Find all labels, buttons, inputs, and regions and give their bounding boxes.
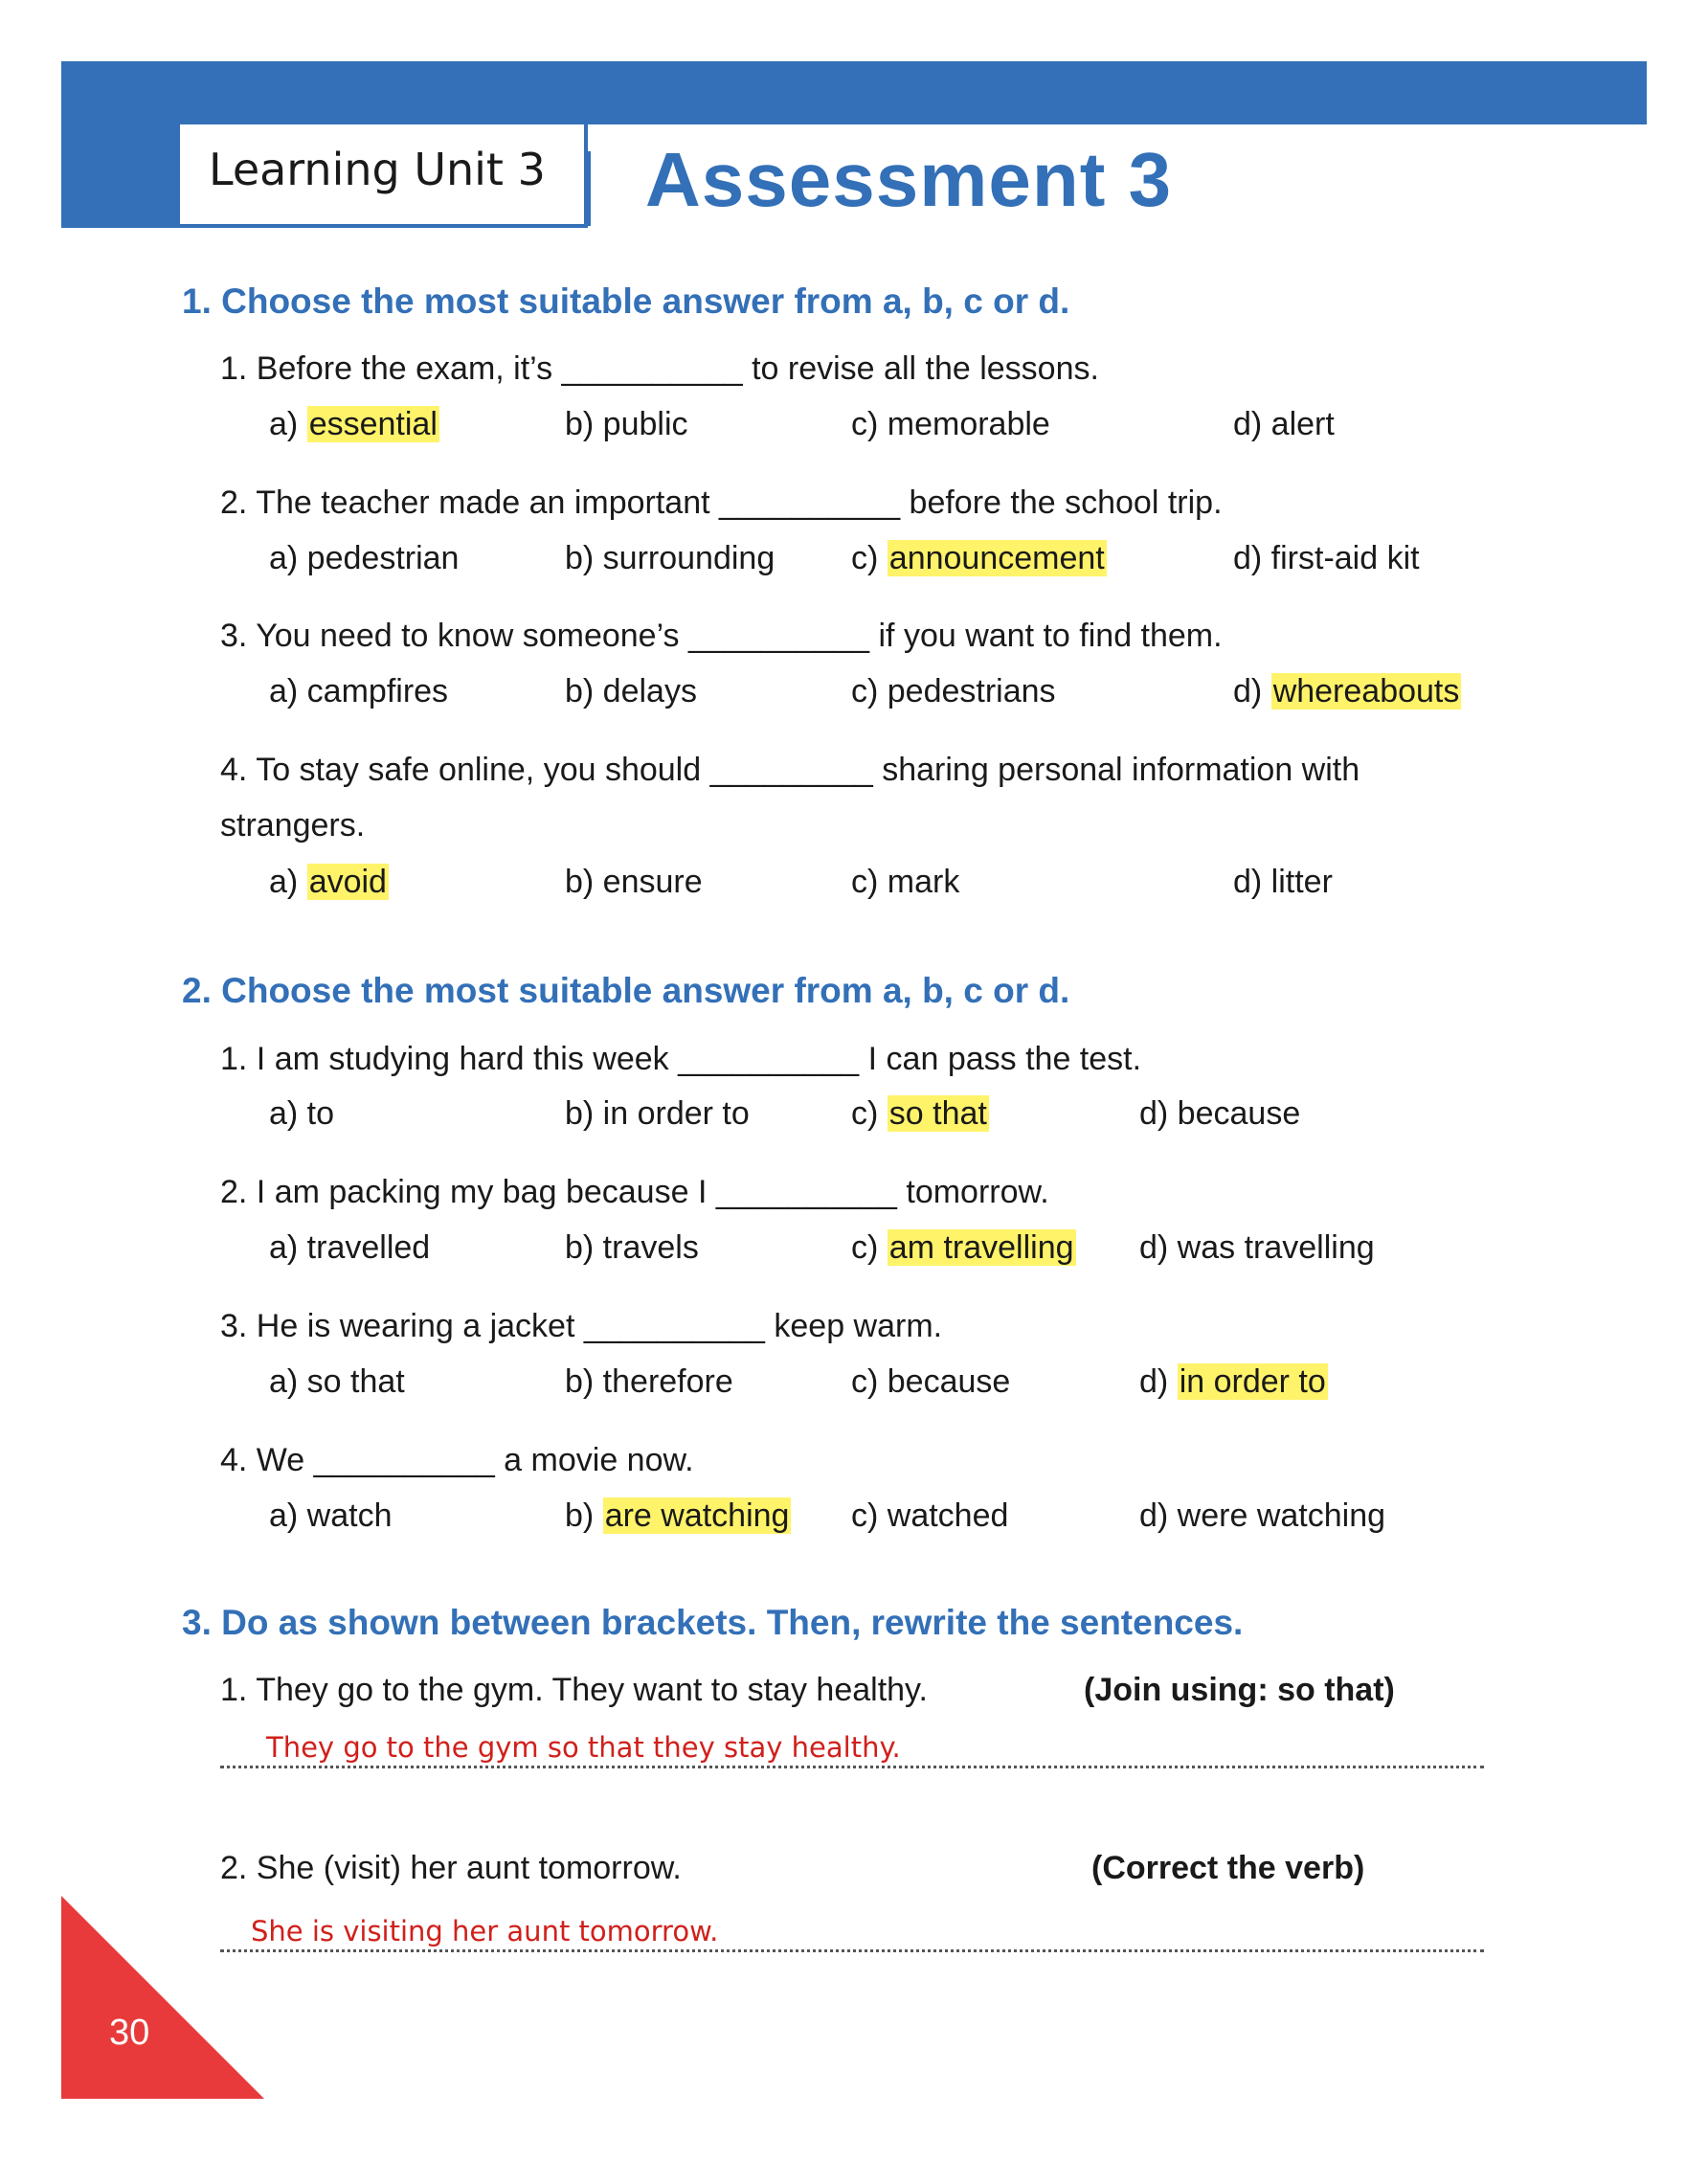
correct-answer-highlight: announcement — [888, 540, 1105, 576]
s1-q1-option-a — [269, 406, 439, 443]
s2-q4-option-c: c) watched — [851, 1497, 1009, 1534]
unit-label: Learning Unit 3 — [209, 144, 546, 195]
s1-q3-option-c: c) pedestrians — [851, 673, 1056, 709]
s2-q3-option-b: b) therefore — [565, 1363, 733, 1400]
correct-answer-highlight: am travelling — [888, 1229, 1074, 1266]
s1-q4-option-c: c) mark — [851, 864, 960, 900]
option-letter: d) — [1233, 673, 1271, 709]
s2-q1-option-b: b) in order to — [565, 1095, 750, 1132]
correct-answer-highlight: are watching — [604, 1497, 790, 1534]
page-corner-tab — [61, 1896, 264, 2099]
s2-q2-option-a: a) travelled — [269, 1229, 431, 1266]
s1-q2-option-c — [851, 540, 1107, 577]
s2-q4-option-d: d) were watching — [1139, 1497, 1386, 1534]
correct-answer-highlight: whereabouts — [1272, 673, 1460, 709]
s2-q4-option-b — [565, 1497, 791, 1535]
correct-answer-highlight: so that — [888, 1095, 987, 1132]
s1-q1-option-d: d) alert — [1233, 406, 1335, 442]
answer-line — [220, 1947, 1484, 1952]
correct-answer-highlight: avoid — [308, 864, 387, 900]
s3-item-2: 2. She (visit) her aunt tomorrow. — [220, 1850, 682, 1886]
s2-q1-option-d: d) because — [1139, 1095, 1301, 1132]
s1-q1-option-c: c) memorable — [851, 406, 1050, 442]
s1-question-2: 2. The teacher made an important __________ before the school trip. — [220, 484, 1223, 521]
s2-q3-option-c: c) because — [851, 1363, 1011, 1400]
answer-line — [220, 1764, 1484, 1768]
s1-q3-option-b: b) delays — [565, 673, 697, 709]
s2-question-3: 3. He is wearing a jacket __________ keep warm. — [220, 1308, 943, 1344]
s1-question-4: 4. To stay safe online, you should _________ sharing personal information with — [220, 752, 1360, 788]
s1-question-4-continued: strangers. — [220, 807, 366, 844]
s1-q4-option-a — [269, 864, 389, 901]
option-letter: c) — [851, 540, 888, 576]
section-3-heading: 3. Do as shown between brackets. Then, rewrite the sentences. — [182, 1603, 1244, 1642]
s3-item-1-answer[interactable]: They go to the gym so that they stay healthy. — [266, 1731, 901, 1764]
header-left-block — [61, 124, 180, 228]
s1-q2-option-b: b) surrounding — [565, 540, 775, 576]
correct-answer-highlight: essential — [308, 406, 438, 442]
header-bar — [61, 61, 1647, 124]
s1-q3-option-d — [1233, 673, 1461, 710]
page-number: 30 — [109, 2013, 150, 2053]
s2-q2-option-b: b) travels — [565, 1229, 699, 1266]
s3-item-2-answer[interactable]: She is visiting her aunt tomorrow. — [251, 1915, 719, 1947]
s2-question-2: 2. I am packing my bag because I __________ tomorrow. — [220, 1174, 1049, 1210]
s2-q1-option-a: a) to — [269, 1095, 335, 1132]
s1-q2-option-d: d) first-aid kit — [1233, 540, 1420, 576]
s2-q4-option-a: a) watch — [269, 1497, 393, 1534]
option-letter: a) — [269, 406, 307, 442]
s1-question-1: 1. Before the exam, it’s __________ to revise all the lessons. — [220, 350, 1099, 387]
option-letter: c) — [851, 1229, 888, 1266]
header-divider — [586, 151, 591, 226]
s2-q2-option-d: d) was travelling — [1139, 1229, 1375, 1266]
s3-item-1-instruction: (Join using: so that) — [1084, 1672, 1395, 1708]
section-1-heading: 1. Choose the most suitable answer from a, b, c or d. — [182, 281, 1070, 321]
correct-answer-highlight: in order to — [1179, 1363, 1326, 1400]
s3-item-1: 1. They go to the gym. They want to stay healthy. — [220, 1672, 928, 1708]
s2-q1-option-c — [851, 1095, 989, 1133]
section-2-heading: 2. Choose the most suitable answer from a, b, c or d. — [182, 971, 1070, 1010]
s1-q4-option-b: b) ensure — [565, 864, 703, 900]
s2-q3-option-d — [1139, 1363, 1328, 1401]
s3-item-2-instruction: (Correct the verb) — [1091, 1850, 1365, 1886]
option-letter: b) — [565, 1497, 603, 1534]
s1-q2-option-a: a) pedestrian — [269, 540, 460, 576]
s1-question-3: 3. You need to know someone’s __________ if you want to find them. — [220, 618, 1223, 654]
s1-q1-option-b: b) public — [565, 406, 688, 442]
s2-question-4: 4. We __________ a movie now. — [220, 1442, 694, 1478]
s2-q2-option-c — [851, 1229, 1076, 1267]
s1-q3-option-a: a) campfires — [269, 673, 449, 709]
s2-question-1: 1. I am studying hard this week __________ I can pass the test. — [220, 1041, 1142, 1077]
s1-q4-option-d: d) litter — [1233, 864, 1333, 900]
s2-q3-option-a: a) so that — [269, 1363, 405, 1400]
option-letter: d) — [1139, 1363, 1178, 1400]
page-title: Assessment 3 — [645, 137, 1173, 222]
option-letter: a) — [269, 864, 307, 900]
option-letter: c) — [851, 1095, 888, 1132]
